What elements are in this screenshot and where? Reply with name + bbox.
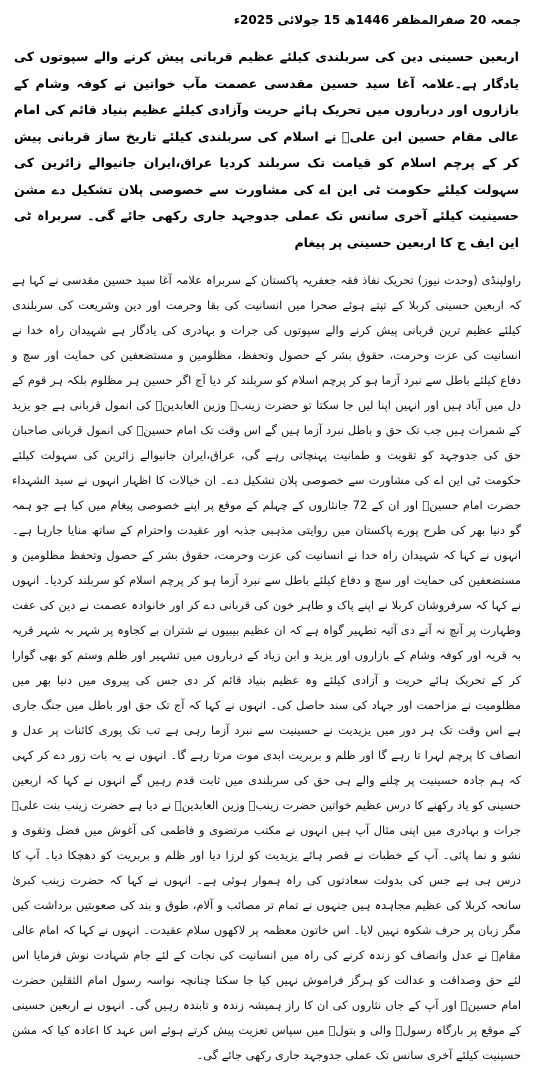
article-headline: اربعین حسینی دین کی سربلندی کیلئے عظیم قربانی پیش کرنے والے سپوتوں کی یادگار ہے۔علامہ آغا سید حسین مقدسی عصمت مآب خواتین نے کوفہ وشام کے بازاروں اور درباروں میں تحریک ہائے حریت وآزادی کیلئے عظیم بنیاد قائم کی امام عالی مقام حسین ابن علیؑ نے اسلام کی سربلندی کیلئے تاریخ ساز قربانی پیش کر کے پرچم اسلام کو قیامت تک سربلند کردیا عراق،ایران جانیوالے زائرین کی سہولت کیلئے حکومت ٹی این اے کی مشاورت سے خصوصی پلان تشکیل دے مشن حسینیت کیلئے آخری سانس تک عملی جدوجہد جاری رکھی جائے گی۔ سربراہ ٹی این ایف ج کا اربعین حسینی پر پیغام [14, 49, 519, 250]
article-body-text: تحریک نفاذ فقہ جعفریہ پاکستان کے سربراہ علامہ آغا سید حسین مقدسی نے کہا ہے کہ اربعین حسینی کربلا کے تپتے ہوئے صحرا میں انسانیت کی بقا وحرمت اور دین وشریعت کی سربلندی کیلئے عظیم ترین قربانی پیش کرنے والے سپوتوں کی جرات و بہادری کی یادگار ہے شہیدان راہ خدا نے انسانیت کی عزت وحرمت، حقوق بشر کے حصول وتحفظ، مظلومین و مستضعفین کی حمایت اور سچ و دفاع کیلئے باطل سے نبرد آزما ہو کر پرچم اسلام کو سربلند کر دیا آج اگر حسین ہر مظلوم بلکہ ہر قوم کے دل میں آباد ہیں اور انہیں اپنا لیں جا سکتا تو حضرت زینبؑ وزین العابدینؑ کی انمول قربانی ہے جو یزید کے شمرات ہیں جب تک حق و باطل نبرد آزما ہیں گے اس وقت تک امام حسینؑ کی انمول قربانی صاحبان حق کی جدوجہد کو تقویت و طمانیت پہنچاتی رہے گی، عراق،ایران جانیوالے زائرین کی سہولت کیلئے حکومت ٹی این اے کی مشاورت سے خصوصی پلان تشکیل دے۔ ان خیالات کا اظہار انہوں نے سید الشہداء حضرت امام حسینؑ اور ان کے 72 جانثاروں کے چہلم کے موقع پر اپنے خصوصی پیغام میں کیا ہے جو ہمہ گو دنیا بھر کی طرح پورے پاکستان میں روایتی مذہبی جذبہ اور عقیدت واحترام کے ساتھ منایا جارہا ہے۔ انہوں نے کہا کہ شہیدان راہ خدا نے انسانیت کی عزت وحرمت، حقوق بشر کے حصول وتحفظ مظلومین و مستضعفین کی حمایت اور سچ و دفاع کیلئے باطل سے نبرد آزما ہو کر پرچم اسلام کو سربلند کردیا۔ انہوں نے کہا کہ سرفروشان کربلا نے اپنے پاک و طاہر خون کی قربانی دے کر اور خانوادہ عصمت نے دین کی عفت وطہارت پر آنچ نہ آنے دی آئیہ تطہیر گواہ ہے کہ ان عظیم بیبیوں نے شتران بے کجاوہ پر شہر بہ شہر قریہ بہ قریہ اور کوفہ وشام کے بازاروں اور یزید و ابن زیاد کے درباروں میں تشہیر اور ظلم وستم کو بھی گوارا کر کے تحریک ہائے حریت و آزادی کیلئے وہ عظیم بنیاد قائم کر دی جس کی پیروی میں دنیا بھر میں مظلومیت نے مزاحمت اور جہاد کی سند حاصل کی۔ انہوں نے کہا کہ آج تک حق اور باطل میں جنگ جاری ہے اس وقت تک ہر دور میں یزیدیت نے حسینیت سے نبرد آزما رہی ہے تب تک پوری کائنات پر عدل و انصاف کا پرچم لہرا تا رہے گا اور ظلم و بربریت ابدی موت مرتا رہے گا۔ انہوں نے یہ بات زور دے کر کہی کہ ہم جادہ حسینیت پر چلنے والے ہی حق کی سربلندی میں ثابت قدم رہیں گے انہوں نے کہا کہ اربعین حسینی کو یاد رکھنے کا درس عظیم خواتین حضرت زینبؑ وزین العابدینؑ نے دیا ہے حضرت زینب بنت علیؑ جرات و بہادری میں اپنی مثال آپ ہیں انہوں نے مکتب مرتضوی و فاطمی کی آغوش میں فضل وتقوی و نشو و نما پائی۔ آپ کے خطبات نے قصر ہائے یزیدیت کو لرزا دیا اور ظلم و بربریت کو دھچکا دیا۔ آپ کا درس ہی ہے جس کی بدولت سعادتوں کی راہ ہموار ہوئی ہے۔ انہوں نے کہا کہ حضرت زینب کبریٰ سانحہ کربلا کی عظیم مجاہدہ ہیں جنہوں نے تمام تر مصائب و آلام، طوق و بند کی صعوبتیں برداشت کیں مگر زبان پر حرف شکوہ نہیں لایا۔ اس خاتون معظمہ پر لاکھوں سلام عقیدت۔ انہوں نے کہا کہ امام عالی مقامؑ نے عدل وانصاف کو زندہ کرنے کی راہ میں انسانیت کی نجات کے لئے جام شہادت نوش فرمایا اس لئے حق وصداقت و عدالت کو ہرگز فراموش نہیں کیا جا سکتا چنانچہ نواسہ رسول امام الثقلین حضرت امام حسینؑ اور آپ کے جاں نثاروں کی ان کا راز ہمیشہ زندہ و تابندہ رہیں گی۔ انہوں نے اربعین حسینی کے موقع پر بارگاہ رسولؐ والی و بتولؑ میں سپاس تعزیت پیش کرتے ہوئے اس عہد کا اعادہ کیا کہ مشن حسینیت کیلئے آخری سانس تک عملی جدوجہد جاری رکھی جائے گی۔ [12, 273, 521, 1062]
article-body [12, 268, 521, 1062]
article-dateline: راولپنڈی (وحدت نیوز) [413, 273, 521, 287]
date-line [12, 10, 521, 30]
date-line-text: جمعہ 20 صفرالمظفر 1446ھ 15 جولائی 2025ء [233, 13, 521, 27]
